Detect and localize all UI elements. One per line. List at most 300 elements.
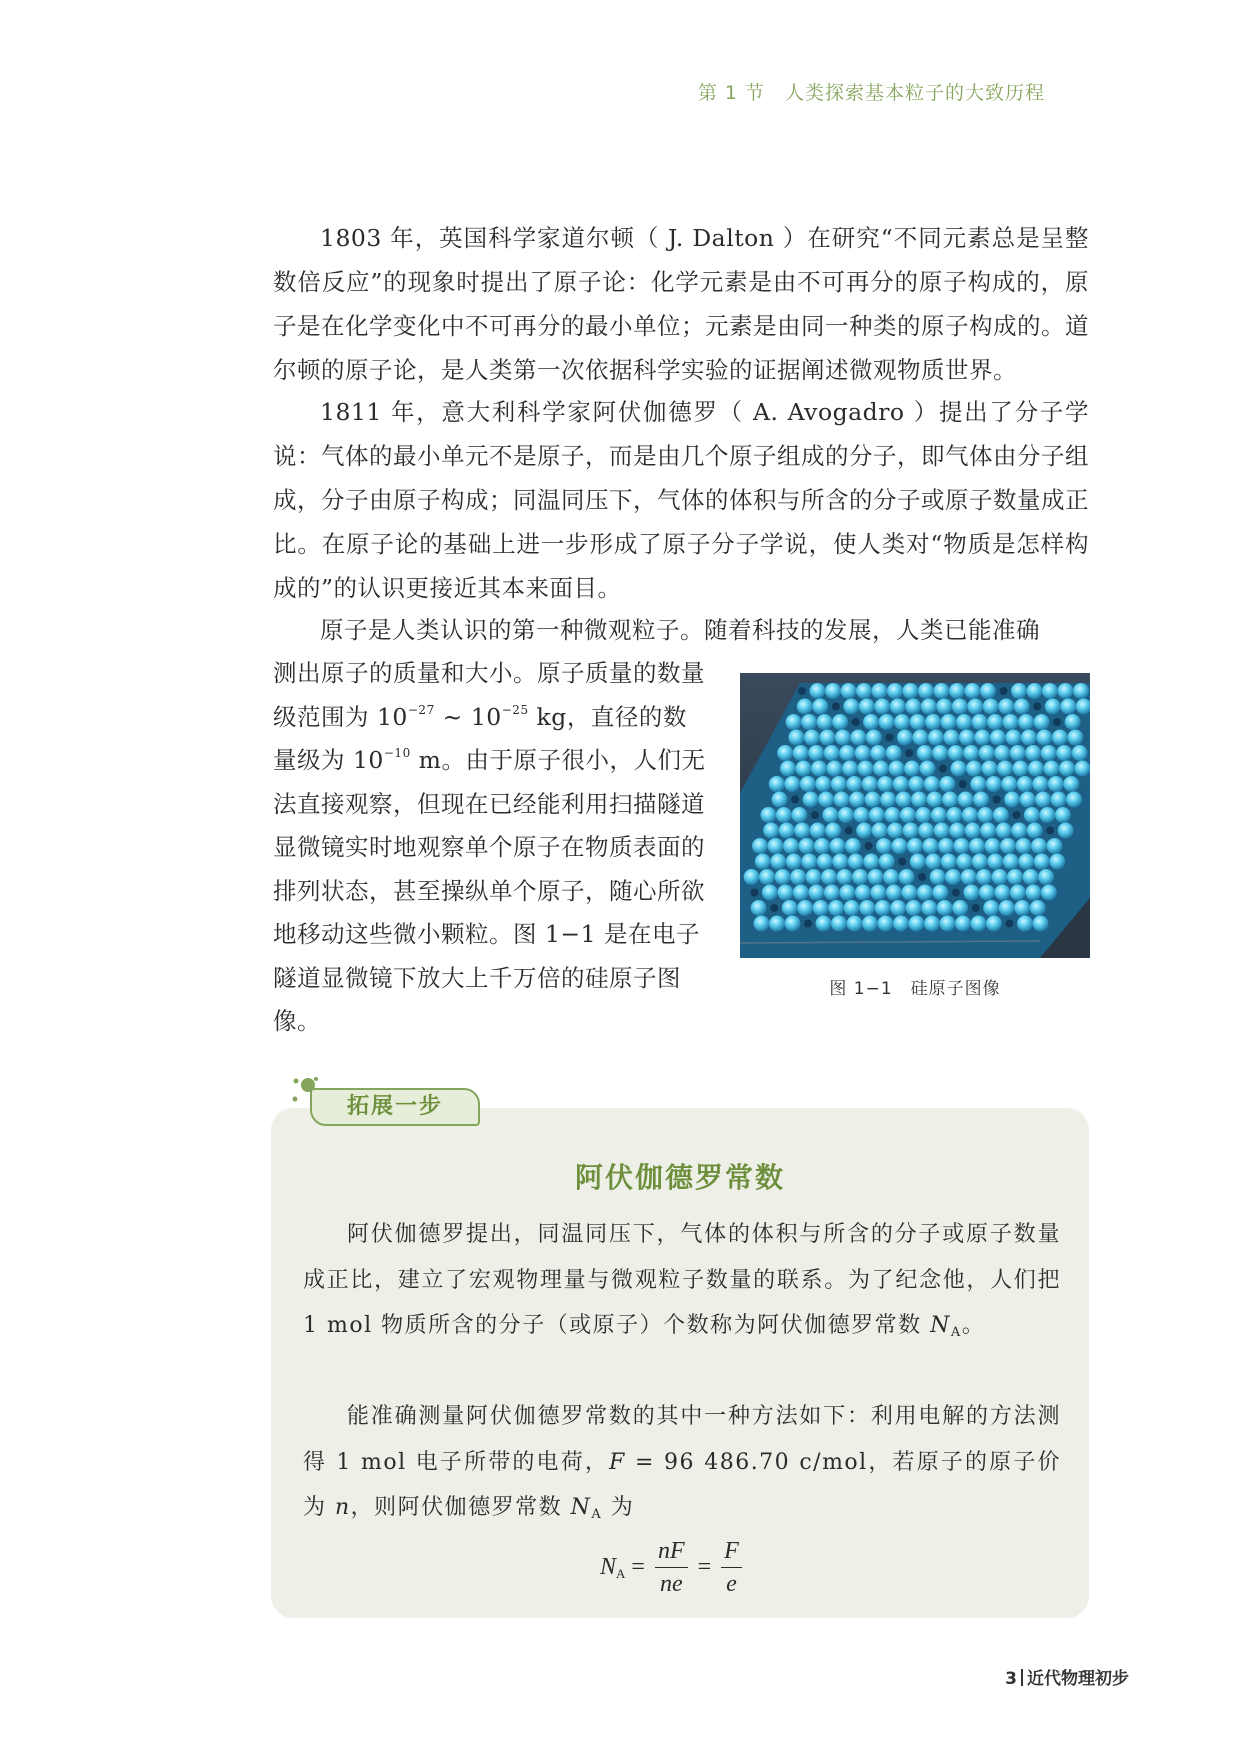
atom-dot (806, 869, 822, 885)
atom-dot (848, 854, 864, 870)
atom-dot (817, 854, 833, 870)
atom-dot (905, 749, 913, 757)
atom-dot (839, 745, 855, 761)
atom-dot (941, 854, 957, 870)
atom-dot (1024, 807, 1040, 823)
atom-dot (1000, 687, 1008, 695)
atom-dot (921, 699, 937, 715)
atom-dot (785, 916, 801, 932)
atom-dot (910, 854, 926, 870)
atom-dot (971, 916, 987, 932)
atom-dot (1063, 776, 1079, 792)
atom-dot (760, 807, 776, 823)
atom-dot (972, 714, 988, 730)
atom-dot (942, 792, 958, 808)
atom-dot (811, 761, 827, 777)
atom-dot (956, 714, 972, 730)
atom-dot (859, 900, 875, 916)
atom-dot (852, 869, 868, 885)
atom-dot (904, 761, 920, 777)
atom-dot (908, 776, 924, 792)
atom-dot (979, 885, 995, 901)
atom-dot (755, 854, 771, 870)
atom-dot (878, 916, 894, 932)
atom-dot (952, 699, 968, 715)
atom-dot (1001, 776, 1017, 792)
atom-dot (791, 807, 807, 823)
section-title: 人类探索基本粒子的大致历程 (784, 82, 1045, 104)
atom-dot (810, 683, 826, 699)
atom-dot (951, 761, 967, 777)
atom-dot (797, 699, 813, 715)
atom-dot (1048, 776, 1064, 792)
paragraph-atom-intro: 原子是人类认识的第一种微观粒子。随着科技的发展，人类已能准确 (320, 616, 1040, 644)
atom-dot (804, 920, 812, 928)
atom-dot (863, 854, 879, 870)
atom-dot (856, 683, 872, 699)
atom-dot (1027, 823, 1043, 839)
atom-dot (893, 916, 909, 932)
atom-dot (934, 683, 950, 699)
atom-dot (835, 730, 851, 746)
atom-dot (762, 885, 778, 901)
atom-dot (1058, 823, 1074, 839)
atom-dot (1025, 745, 1041, 761)
atom-dot (910, 714, 926, 730)
atom-dot (969, 838, 985, 854)
atom-dot (862, 776, 878, 792)
atom-dot (932, 745, 948, 761)
atom-dot (1044, 761, 1060, 777)
atom-dot (793, 745, 809, 761)
atom-dot (763, 823, 779, 839)
atom-dot (925, 714, 941, 730)
atom-dot (907, 838, 923, 854)
atom-dot (963, 745, 979, 761)
atom-dot (1072, 745, 1088, 761)
atom-dot (962, 807, 978, 823)
atom-dot (825, 683, 841, 699)
atom-dot (817, 714, 833, 730)
atom-dot (980, 683, 996, 699)
text-run: 为 (602, 1495, 635, 1520)
atom-dot (1066, 792, 1082, 808)
atom-dot (1007, 869, 1023, 885)
atom-dot (998, 699, 1014, 715)
paragraph-avogadro: 1811 年，意大利科学家阿伏伽德罗（ A. Avogadro ）提出了分子学说：气体的最小单元不是原子，而是由几个原子组成的分子，即气体由分子组成，分子由原子构成；同温同压下，气体的体积与所含的分子或原子数量成正比。在原子论的基础上进一步形成了原子分子学说，使人类对“物质是怎样构成的”的认识更接近其本来面目。 (273, 398, 1089, 602)
atom-dot (1014, 900, 1030, 916)
atom-dot (832, 854, 848, 870)
atom-dot (815, 776, 831, 792)
atom-dot (872, 683, 888, 699)
atom-dot (994, 745, 1010, 761)
atom-dot (999, 900, 1015, 916)
atom-dot (853, 807, 869, 823)
symbol: N (570, 1495, 592, 1520)
atom-dot (801, 854, 817, 870)
atom-dot (870, 745, 886, 761)
atom-dot (777, 745, 793, 761)
atom-dot (1035, 792, 1051, 808)
atom-dot (965, 683, 981, 699)
equals-sign: = (631, 1553, 645, 1580)
fraction-1 (655, 1536, 688, 1599)
symbol: N (600, 1553, 617, 1580)
atom-dot (938, 838, 954, 854)
paragraph-atom-size (273, 652, 709, 1044)
atom-dot (838, 807, 854, 823)
atom-dot (939, 765, 947, 773)
atom-dot (966, 761, 982, 777)
atom-dot (846, 776, 862, 792)
atom-dot (768, 838, 784, 854)
atom-dot (790, 869, 806, 885)
extension-title: 阿伏伽德罗常数 (574, 1161, 785, 1194)
subscript: A (591, 1507, 603, 1522)
atom-dot (877, 776, 893, 792)
book-title: 近代物理初步 (1027, 1669, 1129, 1689)
atom-dot (961, 869, 977, 885)
fraction-2 (721, 1536, 742, 1599)
atom-dot (1011, 683, 1027, 699)
atom-dot (852, 718, 860, 726)
exponent: −10 (383, 746, 411, 760)
atom-dot (808, 885, 824, 901)
atom-dot (811, 811, 819, 819)
atom-dot (814, 838, 830, 854)
atom-dot (887, 683, 903, 699)
atom-dot (986, 916, 1002, 932)
atom-dot (900, 807, 916, 823)
atom-dot (875, 900, 891, 916)
atom-dot (777, 885, 793, 901)
atom-dot (1042, 683, 1058, 699)
atom-dot (808, 745, 824, 761)
atom-dot (918, 683, 934, 699)
atom-dot (799, 838, 815, 854)
atom-dot (783, 838, 799, 854)
atom-dot (819, 730, 835, 746)
atom-dot (779, 823, 795, 839)
atom-dot (844, 900, 860, 916)
atom-dot (1005, 730, 1021, 746)
atom-dot (898, 858, 906, 866)
atom-dot (1016, 838, 1032, 854)
atom-dot (886, 885, 902, 901)
atom-dot (1036, 730, 1052, 746)
atom-dot (832, 703, 840, 711)
atom-dot (924, 776, 940, 792)
atom-dot (810, 823, 826, 839)
atom-dot (915, 807, 931, 823)
atom-dot (959, 730, 975, 746)
numerator: F (721, 1536, 742, 1568)
atom-dot (876, 838, 892, 854)
atom-dot (990, 730, 1006, 746)
atom-dot (782, 900, 798, 916)
atom-dot (825, 823, 841, 839)
atom-dot (972, 904, 980, 912)
atom-dot (839, 885, 855, 901)
atom-dot (800, 776, 816, 792)
atom-dot (832, 714, 848, 730)
atom-dot (859, 699, 875, 715)
atom-dot (845, 838, 861, 854)
atom-dot (772, 792, 788, 808)
symbol: F (609, 1449, 626, 1475)
atom-dot (973, 792, 989, 808)
atom-dot (899, 869, 915, 885)
silicon-atom-image (740, 673, 1090, 958)
atom-dot (1010, 745, 1026, 761)
atom-dot (1028, 761, 1044, 777)
exponent: −27 (407, 702, 435, 717)
atom-dot (918, 873, 926, 881)
atom-dot (1046, 827, 1054, 835)
atom-dot (842, 761, 858, 777)
atom-dot (804, 730, 820, 746)
atom-dot (801, 714, 817, 730)
atom-dot (1041, 745, 1057, 761)
atom-dot (1020, 792, 1036, 808)
atom-dot (750, 889, 758, 897)
atom-dot (827, 761, 843, 777)
atom-dot (1032, 776, 1048, 792)
atom-dot (994, 885, 1010, 901)
atom-dot (818, 792, 834, 808)
atom-dot (985, 838, 1001, 854)
atom-dot (949, 823, 965, 839)
atom-dot (970, 776, 986, 792)
atom-dot (890, 699, 906, 715)
atom-dot (1056, 745, 1072, 761)
atom-dot (855, 745, 871, 761)
atom-dot (965, 823, 981, 839)
atom-dot (931, 807, 947, 823)
atom-dot (918, 823, 934, 839)
atom-dot (959, 780, 967, 788)
atom-dot (903, 823, 919, 839)
atom-dot (759, 869, 775, 885)
atom-dot (937, 900, 953, 916)
atom-dot (911, 792, 927, 808)
atom-dot (992, 869, 1008, 885)
atom-dot (803, 792, 819, 808)
atom-dot (813, 900, 829, 916)
atom-dot (794, 823, 810, 839)
extension-paragraph-2 (303, 1394, 1061, 1531)
atom-dot (1041, 885, 1057, 901)
atom-dot (889, 761, 905, 777)
atom-dot (879, 714, 895, 730)
atom-dot (1031, 838, 1047, 854)
atom-dot (886, 745, 902, 761)
atom-dot (1052, 730, 1068, 746)
atom-dot (909, 916, 925, 932)
atom-dot (879, 854, 895, 870)
atom-dot (786, 714, 802, 730)
atom-dot (869, 807, 885, 823)
atom-dot (834, 792, 850, 808)
atom-dot (924, 916, 940, 932)
atom-dot (934, 823, 950, 839)
atom-dot (976, 869, 992, 885)
atom-dot (963, 885, 979, 901)
symbol: n (335, 1495, 351, 1520)
atom-dot (855, 885, 871, 901)
atom-dot (905, 699, 921, 715)
atom-dot (1000, 838, 1016, 854)
atom-dot (1047, 838, 1063, 854)
atom-dot (831, 916, 847, 932)
atom-dot (786, 854, 802, 870)
atom-dot (1039, 807, 1055, 823)
atom-dot (949, 683, 965, 699)
atom-dot (880, 792, 896, 808)
atom-dot (896, 792, 912, 808)
atom-dot (887, 823, 903, 839)
atom-dot (822, 807, 838, 823)
atom-dot (930, 869, 946, 885)
atom-dot (770, 904, 778, 912)
atom-dot (776, 807, 792, 823)
denominator: e (726, 1570, 737, 1597)
denominator: ne (659, 1570, 683, 1597)
atom-dot (979, 745, 995, 761)
atom-dot (996, 823, 1012, 839)
atom-dot (906, 900, 922, 916)
atom-dot (769, 916, 785, 932)
atom-dot (1017, 776, 1033, 792)
atom-dot (1004, 792, 1020, 808)
atom-dot (1067, 730, 1083, 746)
atom-dot (920, 761, 936, 777)
atom-dot (983, 699, 999, 715)
text-run: 测出原子的质量和大小。原子质量的数量级范围为 10 (273, 659, 705, 731)
atom-dot (917, 885, 933, 901)
atom-dot (1006, 920, 1014, 928)
atom-dot (1033, 916, 1049, 932)
atom-dot (1075, 761, 1091, 777)
extension-tab-label: 拓展一步 (310, 1088, 480, 1126)
atom-dot (870, 885, 886, 901)
atom-dot (997, 761, 1013, 777)
atom-dot (793, 885, 809, 901)
atom-dot (1025, 885, 1041, 901)
atom-dot (797, 900, 813, 916)
atom-dot (972, 854, 988, 870)
atom-dot (754, 916, 770, 932)
figure-caption: 图 1−1 硅原子图像 (829, 979, 1001, 999)
atom-dot (796, 761, 812, 777)
atom-dot (967, 699, 983, 715)
atom-dot (845, 827, 853, 835)
atom-dot (798, 687, 806, 695)
atom-dot (940, 916, 956, 932)
atom-dot (865, 792, 881, 808)
atom-dot (850, 730, 866, 746)
text-run: ~ 10 (434, 702, 502, 731)
atom-dot (892, 838, 908, 854)
atom-dot (952, 889, 960, 897)
text-run: 能准确测量阿伏伽德罗常数的其中一种方法如下：利用电解的方法测得 1 mol 电子所带的电荷， (303, 1404, 1061, 1475)
atom-dot (770, 854, 786, 870)
numerator: nF (655, 1536, 688, 1568)
atom-dot (952, 900, 968, 916)
atom-dot (775, 869, 791, 885)
atom-dot (1018, 854, 1034, 870)
atom-dot (927, 792, 943, 808)
atom-dot (983, 900, 999, 916)
atom-dot (752, 838, 768, 854)
atom-dot (812, 699, 828, 715)
atom-dot (941, 714, 957, 730)
atom-dot (1021, 730, 1037, 746)
atom-dot (824, 885, 840, 901)
avogadro-formula (600, 1532, 746, 1602)
atom-dot (849, 792, 865, 808)
atom-dot (945, 869, 961, 885)
atom-dot (873, 761, 889, 777)
atom-dot (1065, 714, 1081, 730)
atom-dot (830, 838, 846, 854)
atom-dot (1051, 792, 1067, 808)
atom-dot (1014, 699, 1030, 715)
atom-dot (958, 792, 974, 808)
atom-dot (837, 869, 853, 885)
atom-dot (954, 838, 970, 854)
atom-dot (868, 869, 884, 885)
atom-dot (744, 869, 760, 885)
atom-dot (939, 776, 955, 792)
atom-dot (821, 869, 837, 885)
subscript: A (616, 1565, 626, 1581)
atom-dot (917, 745, 933, 761)
atom-dot (1053, 718, 1061, 726)
atom-dot (897, 730, 913, 746)
atom-dot (884, 807, 900, 823)
atom-dot (955, 916, 971, 932)
atom-dot (1073, 683, 1089, 699)
atom-dot (1017, 916, 1033, 932)
atom-dot (980, 823, 996, 839)
atom-dot (1038, 869, 1054, 885)
atom-dot (986, 776, 1002, 792)
atom-dot (987, 854, 1003, 870)
atom-dot (843, 699, 859, 715)
atom-dot (1045, 699, 1061, 715)
atom-dot (921, 900, 937, 916)
atom-dot (1049, 854, 1065, 870)
text-run: m。由于原子很小，人们无法直接观察，但现在已经能利用扫描隧道显微镜实时地观察单个原子在物质表面的排列状态，甚至操纵单个原子，随心所欲地移动这些微小颗粒。图 1−1 是在电子隧道显微镜下放大上千万倍的硅原子图像。 (273, 746, 706, 1035)
atom-dot (993, 796, 1001, 804)
atom-dot (1058, 683, 1074, 699)
divider (1021, 1669, 1023, 1686)
atom-dot (1003, 854, 1019, 870)
atom-dot (824, 745, 840, 761)
atom-dot (784, 776, 800, 792)
atom-dot (974, 730, 990, 746)
atom-dot (1003, 714, 1019, 730)
atom-dot (780, 761, 796, 777)
text-run: ，则阿伏伽德罗常数 (350, 1495, 571, 1520)
atom-dot (841, 683, 857, 699)
atom-dot (831, 776, 847, 792)
atom-dot (866, 730, 882, 746)
formula-lhs (600, 1554, 625, 1581)
paragraph-dalton: 1803 年，英国科学家道尔顿（ J. Dalton ）在研究“不同元素总是呈整数倍反应”的现象时提出了原子论：化学元素是由不可再分的原子构成的，原子是在化学变化中不可再分的最小单位；元素是由同一种类的原子构成的。道尔顿的原子论，是人类第一次依据科学实验的证据阐述微观物质世界。 (273, 224, 1089, 384)
equals-sign: = (697, 1553, 712, 1580)
